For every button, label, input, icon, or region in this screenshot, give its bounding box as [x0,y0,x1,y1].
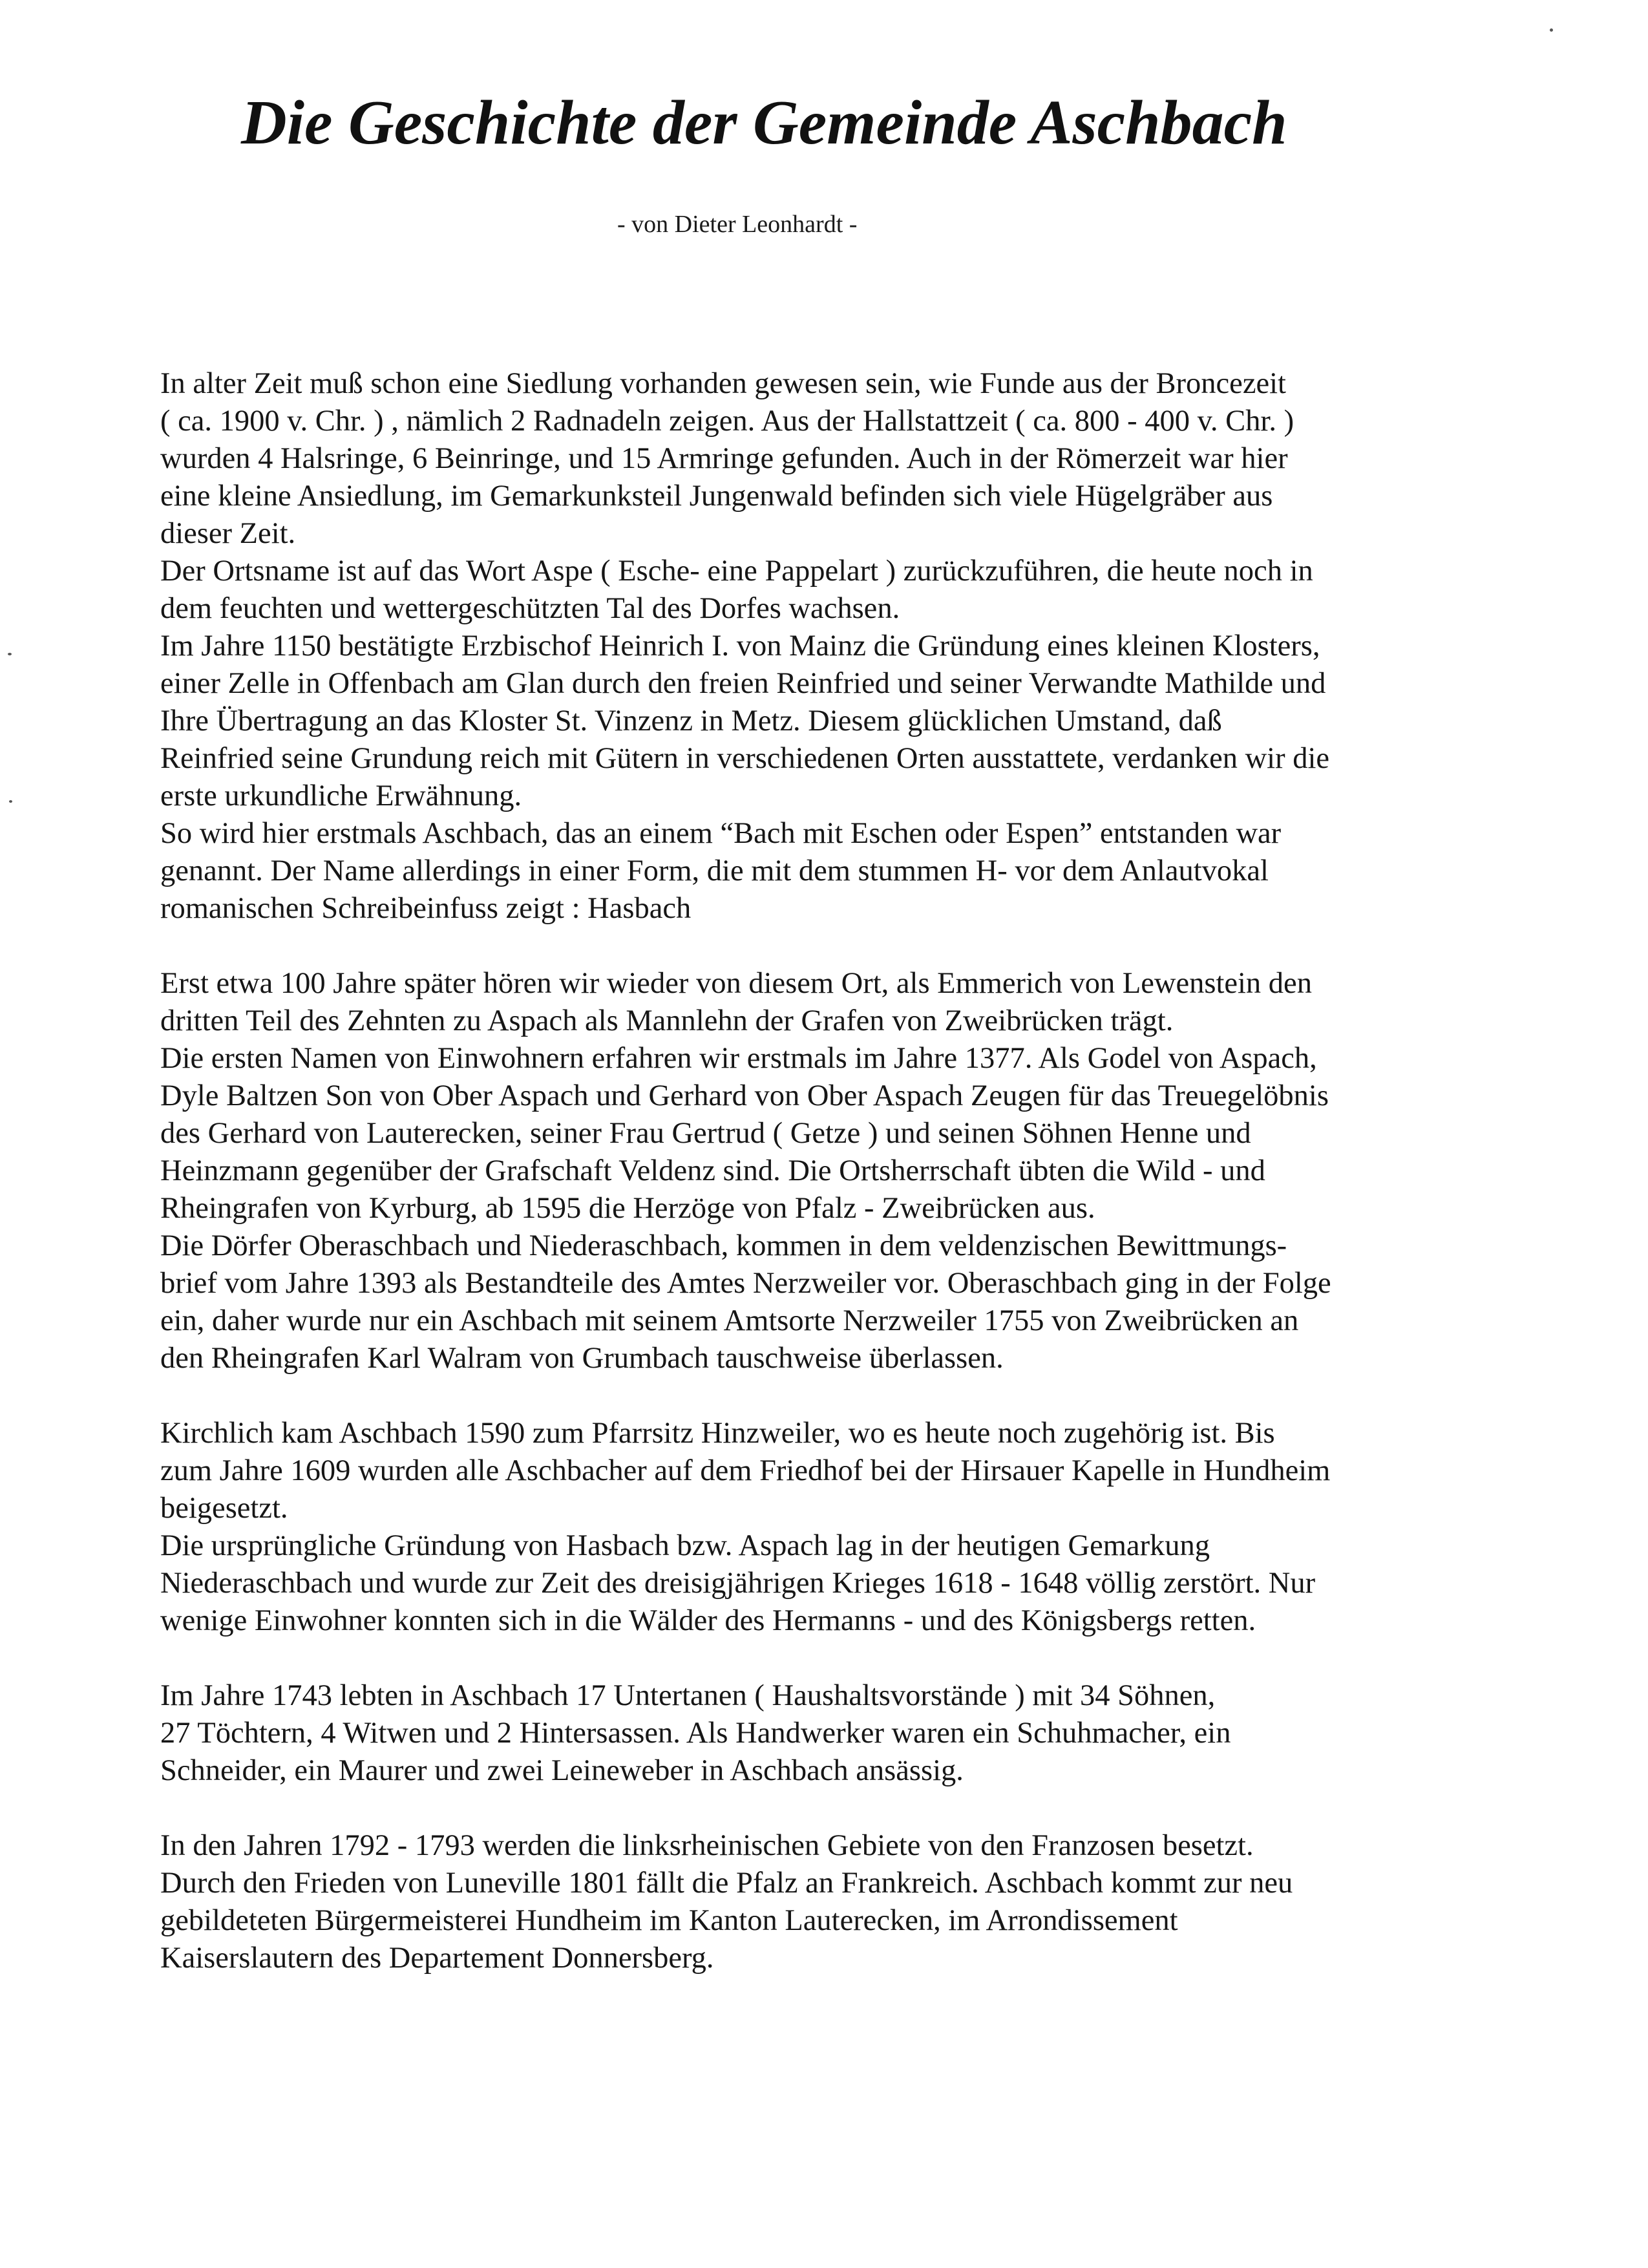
text-line: Heinzmann gegenüber der Grafschaft Veldenz sind. Die Ortsherrschaft übten die Wild - und [160,1154,1265,1187]
scan-speck [9,800,12,803]
scan-speck [8,653,12,655]
text-line: wurden 4 Halsringe, 6 Beinringe, und 15 Armringe gefunden. Auch in der Römerzeit war hier [160,442,1288,475]
text-line: Die ersten Namen von Einwohnern erfahren wir erstmals im Jahre 1377. Als Godel von Aspach, [160,1042,1317,1075]
text-line: dritten Teil des Zehnten zu Aspach als Mannlehn der Grafen von Zweibrücken trägt. [160,1004,1174,1037]
text-line: den Rheingrafen Karl Walram von Grumbach tauschweise überlassen. [160,1342,1004,1375]
text-line: Kirchlich kam Aschbach 1590 zum Pfarrsitz Hinzweiler, wo es heute noch zugehörig ist. Bis [160,1417,1275,1450]
paragraph-population-1743 [160,1677,1466,1790]
paragraph-french-period [160,1827,1466,1977]
text-line: dieser Zeit. [160,517,296,550]
text-line: Die Dörfer Oberaschbach und Niederaschbach, kommen in dem veldenzischen Bewittmungs- [160,1229,1287,1262]
text-line: Reinfried seine Grundung reich mit Gütern in verschiedenen Orten ausstattete, verdanken wir die [160,742,1330,775]
text-line: Niederaschbach und wurde zur Zeit des dreisigjährigen Krieges 1618 - 1648 völlig zerstört. Nur [160,1567,1316,1600]
text-line: genannt. Der Name allerdings in einer Form, die mit dem stummen H- vor dem Anlautvokal [160,854,1269,887]
text-line: beigesetzt. [160,1492,288,1525]
text-line: In den Jahren 1792 - 1793 werden die linksrheinischen Gebiete von den Franzosen besetzt. [160,1829,1254,1862]
text-line: Dyle Baltzen Son von Ober Aspach und Gerhard von Ober Aspach Zeugen für das Treuegelöbnis [160,1079,1329,1112]
text-line: erste urkundliche Erwähnung. [160,779,522,812]
text-line: gebildeteten Bürgermeisterei Hundheim im Kanton Lauterecken, im Arrondissement [160,1904,1178,1937]
text-line: einer Zelle in Offenbach am Glan durch den freien Reinfried und seiner Verwandte Mathilde und [160,667,1326,700]
scan-speck [1550,28,1553,32]
text-line: ( ca. 1900 v. Chr. ) , nämlich 2 Radnadeln zeigen. Aus der Hallstattzeit ( ca. 800 - 400 v. Chr. ) [160,405,1294,438]
text-line: eine kleine Ansiedlung, im Gemarkunksteil Jungenwald befinden sich viele Hügelgräber aus [160,480,1273,513]
text-line: ein, daher wurde nur ein Aschbach mit seinem Amtsorte Nerzweiler 1755 von Zweibrücken an [160,1304,1299,1337]
text-line: Kaiserslautern des Departement Donnersberg. [160,1942,714,1975]
text-line: romanischen Schreibeinfuss zeigt : Hasbach [160,892,692,925]
text-line: Im Jahre 1150 bestätigte Erzbischof Heinrich I. von Mainz die Gründung eines kleinen Klosters, [160,630,1320,662]
text-line: So wird hier erstmals Aschbach, das an einem “Bach mit Eschen oder Espen” entstanden war [160,817,1282,850]
text-line: Rheingrafen von Kyrburg, ab 1595 die Herzöge von Pfalz - Zweibrücken aus. [160,1192,1095,1225]
text-line: brief vom Jahre 1393 als Bestandteile des Amtes Nerzweiler vor. Oberaschbach ging in der Folge [160,1267,1331,1300]
text-line: Die ursprüngliche Gründung von Hasbach bzw. Aspach lag in der heutigen Gemarkung [160,1529,1210,1562]
text-line: dem feuchten und wettergeschützten Tal des Dorfes wachsen. [160,592,900,625]
text-line: In alter Zeit muß schon eine Siedlung vorhanden gewesen sein, wie Funde aus der Broncezeit [160,367,1286,400]
text-line: Ihre Übertragung an das Kloster St. Vinzenz in Metz. Diesem glücklichen Umstand, daß [160,705,1222,737]
text-line: 27 Töchtern, 4 Witwen und 2 Hintersassen. Als Handwerker waren ein Schuhmacher, ein [160,1717,1231,1750]
document-title: Die Geschichte der Gemeinde Aschbach [241,88,1287,158]
text-line: zum Jahre 1609 wurden alle Aschbacher auf dem Friedhof bei der Hirsauer Kapelle in Hundheim [160,1454,1331,1487]
document-body [160,365,1466,1977]
text-line: des Gerhard von Lauterecken, seiner Frau Gertrud ( Getze ) und seinen Söhnen Henne und [160,1117,1251,1150]
text-line: wenige Einwohner konnten sich in die Wälder des Hermanns - und des Königsbergs retten. [160,1604,1256,1637]
text-line: Der Ortsname ist auf das Wort Aspe ( Esche- eine Pappelart ) zurückzuführen, die heute noch in [160,555,1313,588]
paragraph-early-history [160,365,1466,927]
paragraph-church-history [160,1415,1466,1640]
document-author: - von Dieter Leonhardt - [617,211,858,238]
text-line: Erst etwa 100 Jahre später hören wir wieder von diesem Ort, als Emmerich von Lewenstein den [160,967,1312,1000]
text-line: Im Jahre 1743 lebten in Aschbach 17 Untertanen ( Haushaltsvorstände ) mit 34 Söhnen, [160,1679,1216,1712]
text-line: Schneider, ein Maurer und zwei Leineweber in Aschbach ansässig. [160,1754,964,1787]
text-line: Durch den Frieden von Luneville 1801 fällt die Pfalz an Frankreich. Aschbach kommt zur neu [160,1867,1293,1900]
paragraph-medieval-records [160,965,1466,1377]
